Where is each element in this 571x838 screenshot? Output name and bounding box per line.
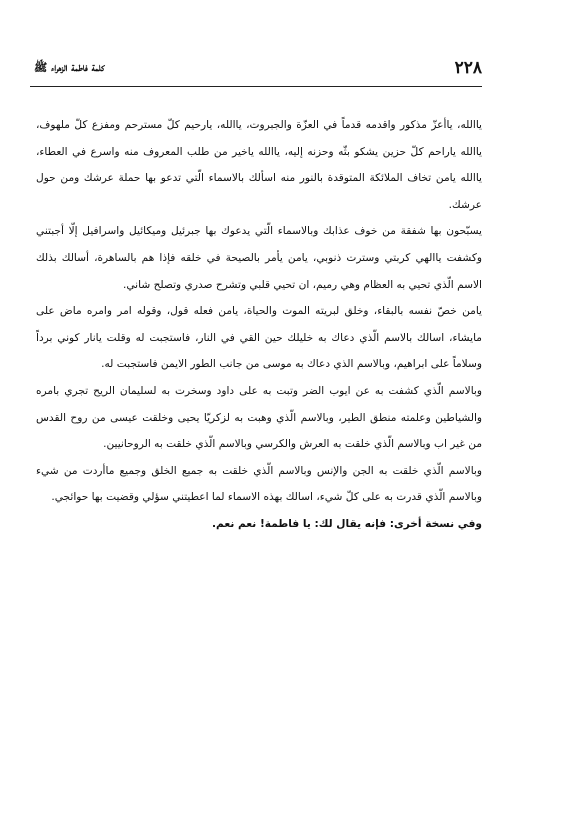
running-title: كلمة فاطمة الزهراء ﷺ [34, 61, 105, 74]
header-rule [30, 86, 482, 87]
paragraph-4: وبالاسم الّذي كشفت به عن ايوب الضر وتبت به على داود وسخرت به لسليمان الريح تجري بامره والشياطين وعلمته منطق الطير، وبالاسم الّذي وهبت به لزكريّا يحيى وخلقت عيسى من روح القدس من غير اب وبالاسم الّذي خلقت به العرش والكرسي وبالاسم الّذي خلقت به الروحانيين. [36, 384, 482, 451]
paragraph-1: ياالله، ياأعزّ مذكور واقدمه قدماً في العزّة والجبروت، ياالله، يارحيم كلّ مسترحم ومفزع كلّ ملهوف، ياالله ياراحم كلّ حزين يشكو بثّه وحزنه إليه، ياالله ياخير من طلب المعروف منه واسرع في العطاء، ياالله يامن تخاف الملائكة المتوقدة بالنور منه اسألك بالاسماء الّتي تدعو بها حملة عرشك ومن حول عرشك. [36, 119, 482, 211]
page-header [34, 58, 482, 82]
paragraph-2: يسبّحون بها شفقة من خوف عذابك وبالاسماء الّتي يدعوك بها جبرئيل وميكائيل واسرافيل إلّا أجبتني وكشفت ياالهي كربتي وسترت ذنوبي، يامن يأمر بالصيحة في خلقه فإذا هم بالساهرة، أسالك بذلك الاسم الّذي تحيي به العظام وهي رميم، ان تحيي قلبي وتشرح صدري وتصلح شاني. [36, 225, 482, 291]
main-text [36, 112, 482, 538]
paragraph-3: يامن خصّ نفسه بالبقاء، وخلق لبريته الموت والحياة، يامن فعله قول، وقوله امر وامره ماض على مايشاء، اسالك بالاسم الّذي دعاك به خليلك حين القي في النار، فاستجبت له وقلت يانار كوني برداً وسلاماً على ابراهيم، وبالاسم الذي دعاك به موسى من جانب الطور الايمن فاستجبت له. [36, 305, 482, 371]
variant-note: وفي نسخة أخرى: فإنه يقال لك: يا فاطمة! نعم نعم. [212, 517, 482, 530]
paragraph-5: وبالاسم الّذي خلقت به الجن والإنس وبالاسم الّذي خلقت به جميع الخلق وجميع ماأردت من شيء وبالاسم الّذي قدرت به على كلّ شيء، اسالك بهذه الاسماء لما اعطيتني سؤلي وقضيت بها حوائجي. [36, 464, 482, 504]
page-number: ٢٢٨ [454, 58, 482, 78]
